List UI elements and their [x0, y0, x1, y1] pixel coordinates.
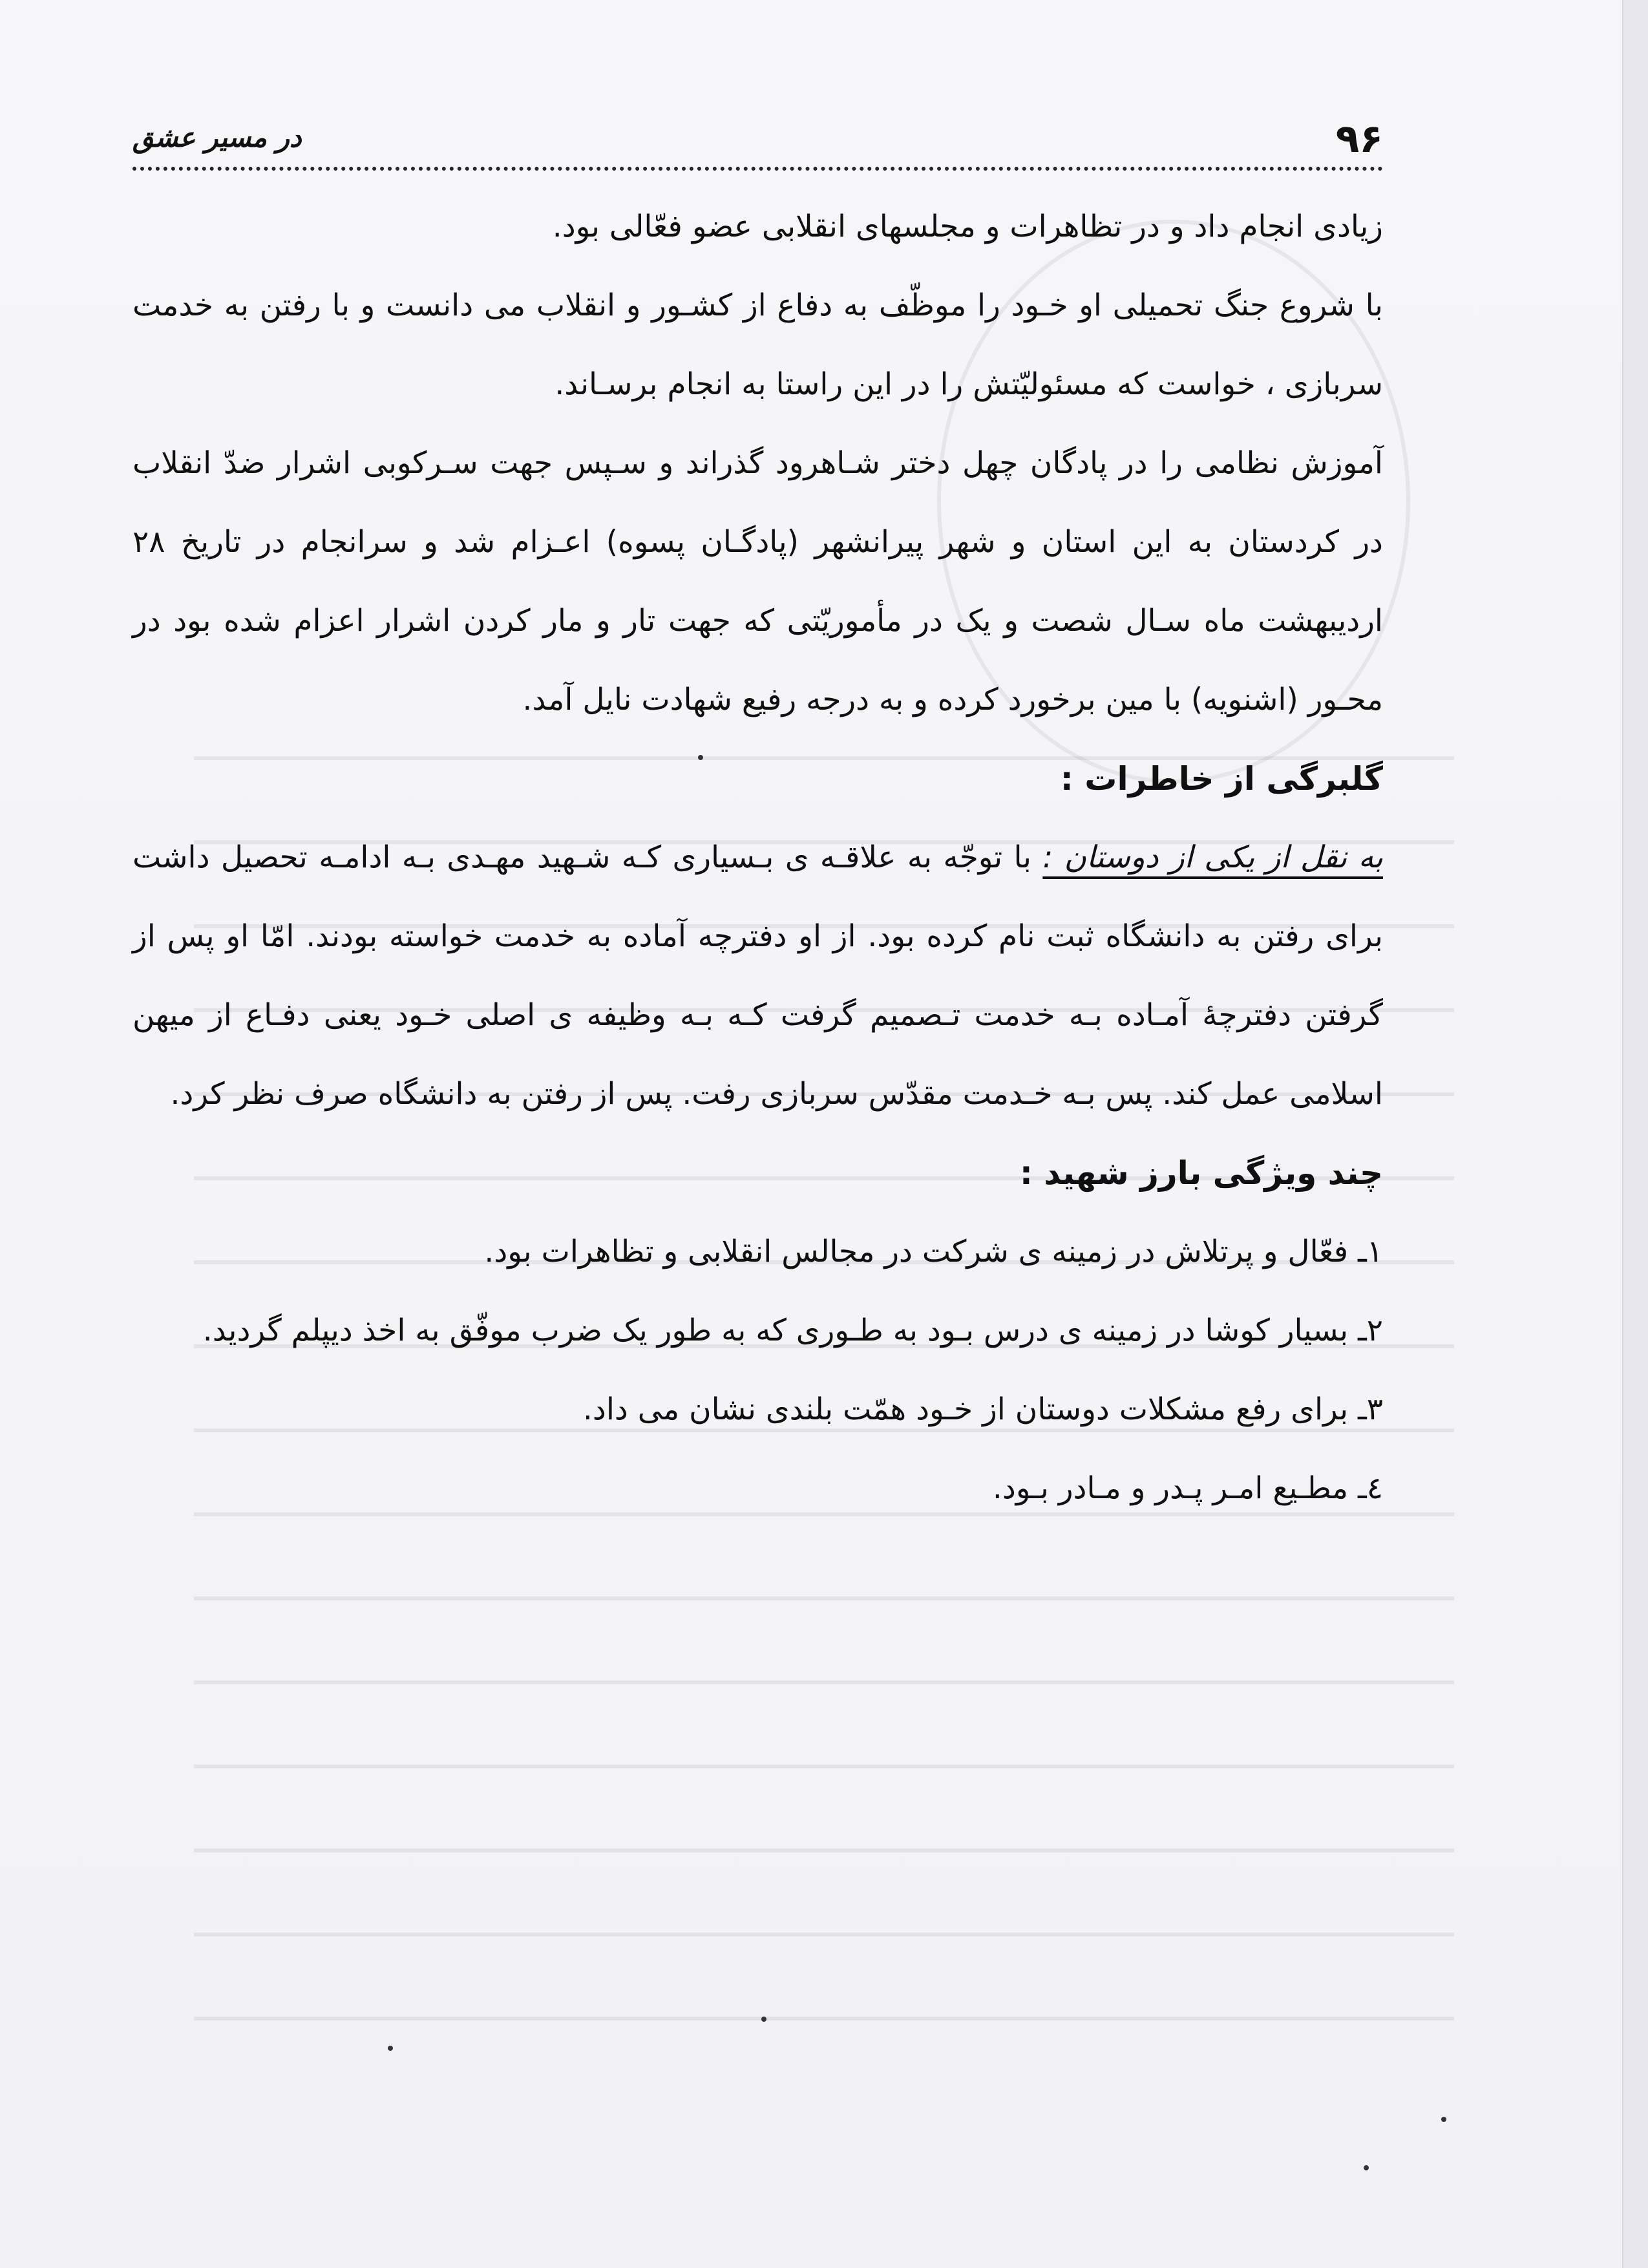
- scan-speck: [698, 755, 703, 760]
- trait-item-4: ٤ـ مطـیع امـر پـدر و مـادر بـود.: [992, 1470, 1383, 1506]
- scan-speck: [388, 2046, 393, 2051]
- page-number: ۹۶: [1335, 116, 1383, 162]
- memory-text: با توجّه به علاقـه ی بـسیاری کـه شـهید مهـدی بـه ادامـه تحصیل داشت برای رفتن به دانشگاه ثبت نام کرده بود. از او دفترچه آماده به خدمت خواسته بودند. امّا او پس از گرفتن دفترچهٔ آمـاده بـه خدمت تـصمیم گرفت کـه بـه وظیفه ی اصلی خـود یعنی دفـاع از میهن اسلامی عمل کند. پس بـه خـدمت مقدّس سربازی رفت. پس از رفتن به دانشگاه صرف نظر کرد.: [132, 840, 1383, 1112]
- header-dotted-rule: [132, 167, 1383, 171]
- paragraph-continuation: زیادی انجام داد و در تظاهرات و مجلسهای انقلابی عضو فعّالی بود.: [552, 209, 1383, 244]
- trait-item-3: ۳ـ برای رفع مشکلات دوستان از خـود همّت بلندی نشان می داد.: [582, 1392, 1383, 1427]
- heading-traits: چند ویژگی بارز شهید :: [1019, 1154, 1383, 1192]
- page-header: [132, 103, 1383, 168]
- trait-item-1: ۱ـ فعّال و پرتلاش در زمینه ی شرکت در مجالس انقلابی و تظاهرات بود.: [484, 1234, 1383, 1269]
- scan-speck: [1441, 2117, 1446, 2122]
- paragraph-memory: [132, 818, 1383, 1134]
- heading-memories: گلبرگی از خاطرات :: [1060, 760, 1383, 798]
- scan-speck: [1364, 2165, 1369, 2170]
- page-edge: [1622, 0, 1648, 2268]
- running-title: در مسیر عشق: [132, 122, 302, 153]
- memory-intro: به نقل از یکی از دوستان :: [1042, 840, 1383, 875]
- paragraph-war: با شروع جنگ تحمیلی او خـود را موظّف به دفاع از کشـور و انقلاب می دانست و با رفتن به خدمت سربازی ، خواست که مسئولیّتش را در این راستا به انجام برسـاند.: [132, 288, 1383, 402]
- paragraph-martyrdom: آموزش نظامی را در پادگان چهل دختر شـاهرود گذراند و سـپس جهت سـرکوبی اشرار ضدّ انقلاب در کردستان به این استان و شهر پیرانشهر (پادگـان پسوه) اعـزام شد و سرانجام در تاریخ ۲۸ اردیبهشت ماه سـال شصت و یک در مأموریّتی که جهت تار و مار کردن اشرار اعزام شده بود در محـور (اشنویه) با مین برخورد کرده و به درجه رفیع شهادت نایل آمد.: [132, 445, 1383, 717]
- page-body: [132, 187, 1383, 1528]
- trait-item-2: ۲ـ بسیار کوشا در زمینه ی درس بـود به طـوری که به طور یک ضرب موفّق به اخذ دیپلم گردید.: [202, 1313, 1383, 1348]
- scan-speck: [761, 2017, 766, 2022]
